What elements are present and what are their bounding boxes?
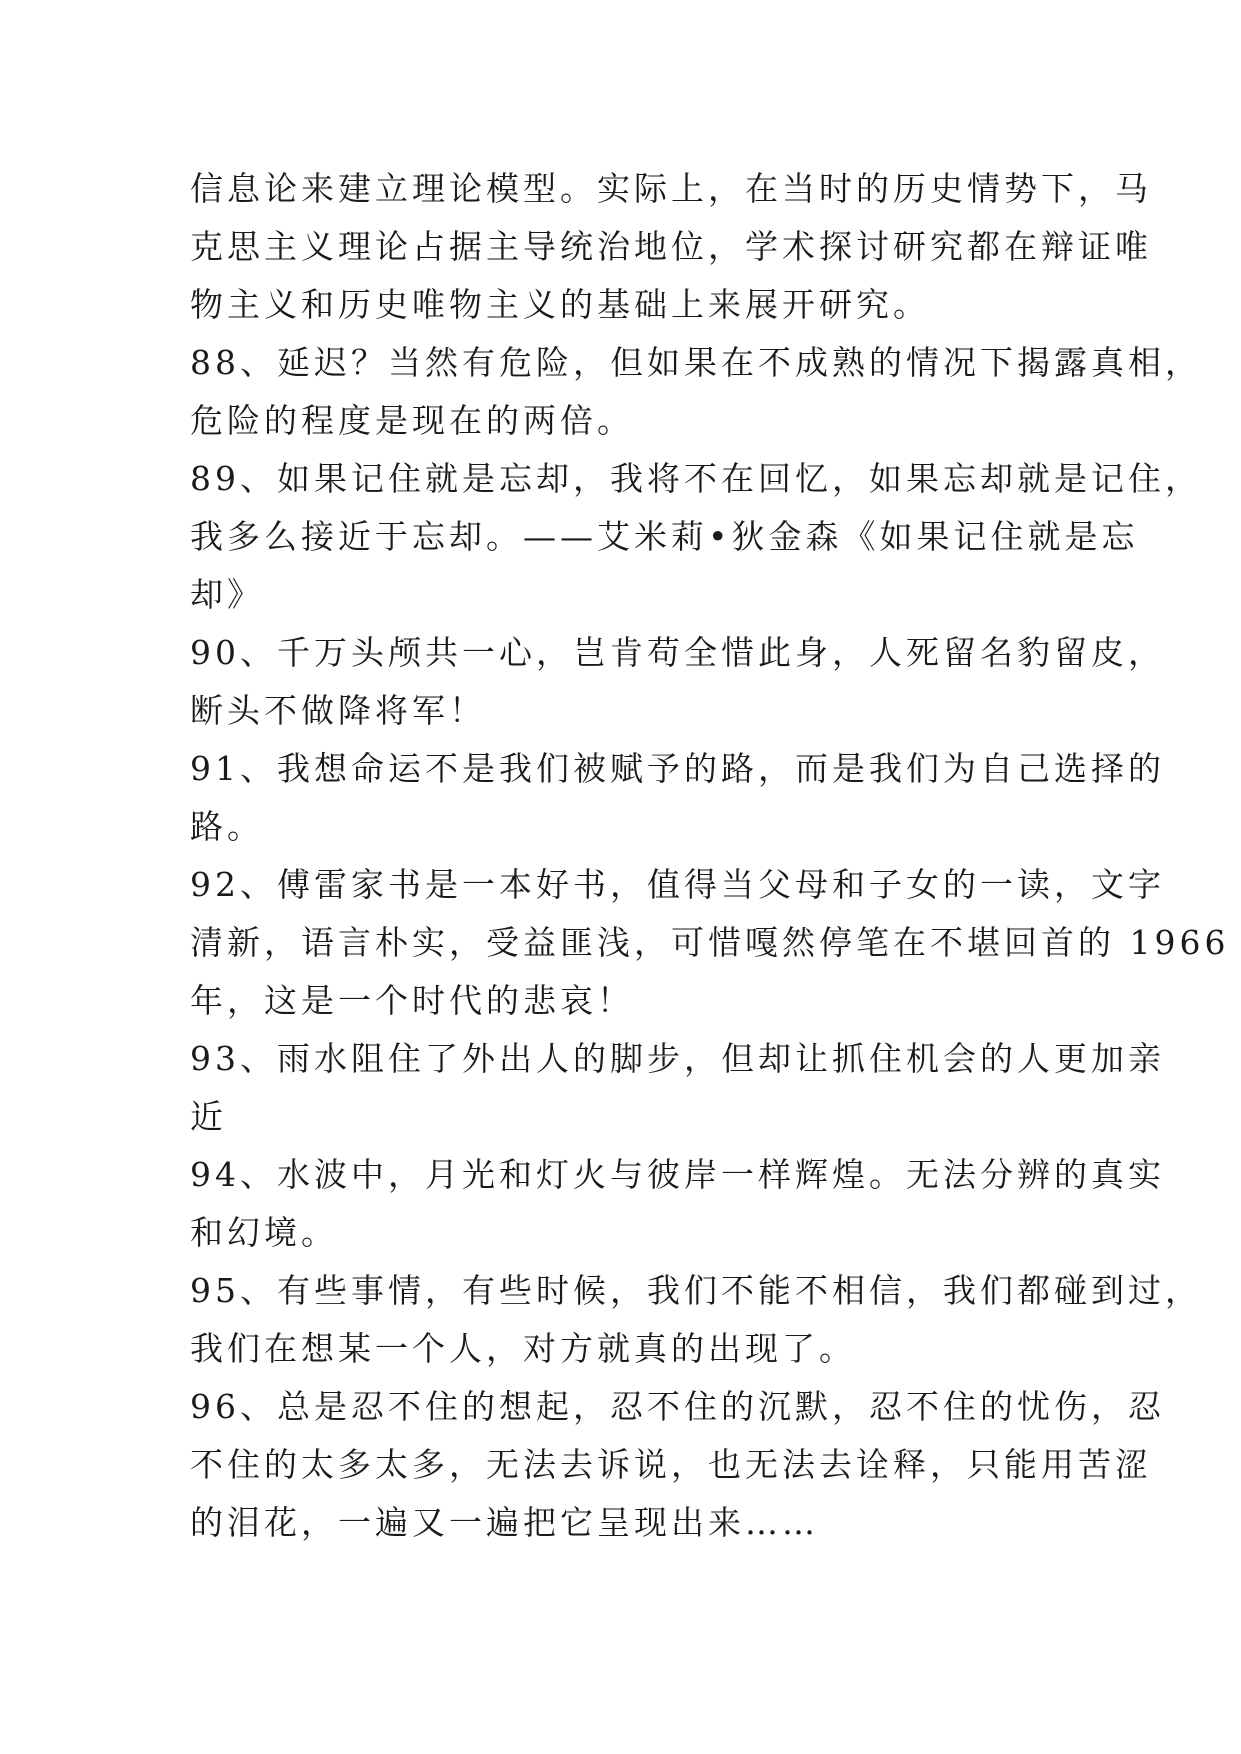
text-line: 物主义和历史唯物主义的基础上来展开研究。 bbox=[190, 285, 930, 324]
text-line: 89、如果记住就是忘却，我将不在回忆，如果忘却就是记住， bbox=[190, 459, 1202, 498]
text-line: 路。 bbox=[190, 807, 264, 846]
text-line: 危险的程度是现在的两倍。 bbox=[190, 401, 634, 440]
text-line: 92、傅雷家书是一本好书，值得当父母和子女的一读，文字 bbox=[190, 865, 1165, 904]
text-line: 和幻境。 bbox=[190, 1213, 338, 1252]
text-line: 断头不做降将军！ bbox=[190, 691, 486, 730]
text-line: 我多么接近于忘却。——艾米莉•狄金森《如果记住就是忘 bbox=[190, 517, 1139, 556]
text-line: 的泪花，一遍又一遍把它呈现出来…… bbox=[190, 1503, 819, 1542]
text-line: 96、总是忍不住的想起，忍不住的沉默，忍不住的忧伤，忍 bbox=[190, 1387, 1165, 1426]
text-line: 93、雨水阻住了外出人的脚步，但却让抓住机会的人更加亲 bbox=[190, 1039, 1165, 1078]
text-line: 95、有些事情，有些时候，我们不能不相信，我们都碰到过， bbox=[190, 1271, 1202, 1310]
text-line: 88、延迟？当然有危险，但如果在不成熟的情况下揭露真相， bbox=[190, 343, 1202, 382]
text-line: 94、水波中，月光和灯火与彼岸一样辉煌。无法分辨的真实 bbox=[190, 1155, 1165, 1194]
text-line: 清新，语言朴实，受益匪浅，可惜嘎然停笔在不堪回首的 1966 bbox=[190, 923, 1230, 962]
text-line: 不住的太多太多，无法去诉说，也无法去诠释，只能用苦涩 bbox=[190, 1445, 1152, 1484]
text-line: 信息论来建立理论模型。实际上，在当时的历史情势下，马 bbox=[190, 169, 1152, 208]
text-line: 克思主义理论占据主导统治地位，学术探讨研究都在辩证唯 bbox=[190, 227, 1152, 266]
text-line: 近 bbox=[190, 1097, 227, 1136]
text-line: 却》 bbox=[190, 575, 264, 614]
document-body bbox=[190, 160, 1230, 1552]
text-line: 90、千万头颅共一心，岂肯苟全惜此身，人死留名豹留皮， bbox=[190, 633, 1165, 672]
text-line: 年，这是一个时代的悲哀！ bbox=[190, 981, 634, 1020]
text-line: 91、我想命运不是我们被赋予的路，而是我们为自己选择的 bbox=[190, 749, 1165, 788]
text-line: 我们在想某一个人，对方就真的出现了。 bbox=[190, 1329, 856, 1368]
